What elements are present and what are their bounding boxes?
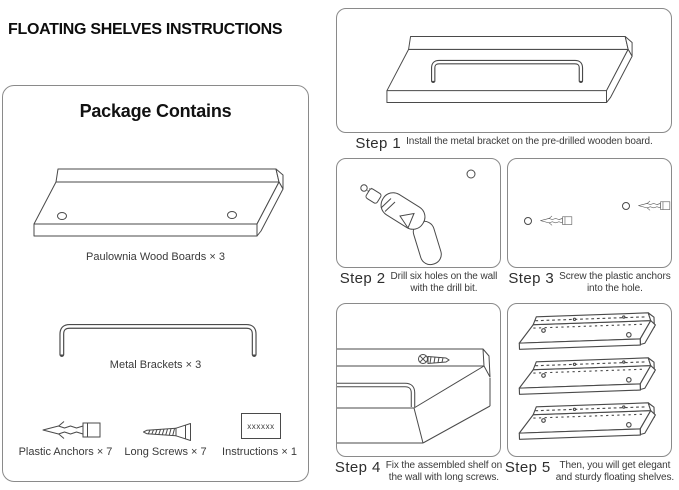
step2-label: Step 2 <box>339 270 386 287</box>
step4-caption <box>331 460 506 484</box>
step3-caption <box>502 271 677 295</box>
step5-label: Step 5 <box>504 459 551 476</box>
anchors-in-wall-illustration <box>508 159 671 267</box>
step4-description: Fix the assembled shelf on the wall with long screws. <box>385 460 503 483</box>
wood-board-illustration <box>29 164 291 246</box>
wall-hole-icon <box>467 170 475 178</box>
metal-bracket-illustration <box>56 321 260 358</box>
instructions-booklet-illustration <box>241 413 281 439</box>
plastic-anchor-icon <box>33 417 103 443</box>
floating-shelf-icon <box>518 403 656 440</box>
floating-shelf-icon <box>518 358 656 395</box>
floating-shelf-icon <box>518 313 656 350</box>
package-contains-heading: Package Contains <box>79 101 232 121</box>
step3-illustration-box <box>507 158 672 268</box>
three-shelves-illustration <box>508 304 671 456</box>
step1-caption <box>336 136 672 151</box>
step5-illustration-box <box>507 303 672 457</box>
shelf-with-bracket-illustration <box>382 31 638 111</box>
step5-caption <box>502 460 677 484</box>
page-title: FLOATING SHELVES INSTRUCTIONS <box>8 21 283 38</box>
wall-hole-icon <box>623 203 630 210</box>
step3-description: Screw the plastic anchors into the hole. <box>559 271 671 294</box>
wall-hole-icon <box>525 218 532 225</box>
step2-description: Drill six holes on the wall with the drill bit. <box>390 271 498 294</box>
step1-illustration-box <box>336 8 672 133</box>
step2-illustration-box <box>336 158 501 268</box>
step5-description: Then, you will get elegant and sturdy floating shelves. <box>555 460 675 483</box>
drill-illustration <box>337 159 500 267</box>
plastic-anchors-label: Plastic Anchors × 7 <box>18 446 113 458</box>
drilled-hole-icon <box>361 185 367 191</box>
step1-label: Step 1 <box>355 135 402 152</box>
long-screw-icon <box>419 355 450 364</box>
long-screws-label: Long Screws × 7 <box>124 446 207 458</box>
shelf-mounting-closeup-illustration <box>337 304 500 456</box>
step4-illustration-box <box>336 303 501 457</box>
wood-board-label: Paulownia Wood Boards × 3 <box>86 251 225 263</box>
instructions-placeholder-text: xxxxxx <box>247 421 275 431</box>
step1-description: Install the metal bracket on the pre-drilled wooden board. <box>406 136 653 147</box>
plastic-anchor-icon <box>541 216 572 225</box>
long-screw-icon <box>139 420 197 444</box>
step2-caption <box>331 271 506 295</box>
step4-label: Step 4 <box>334 459 381 476</box>
drill-body <box>365 188 444 267</box>
step3-label: Step 3 <box>508 270 555 287</box>
metal-bracket-label: Metal Brackets × 3 <box>109 359 202 371</box>
plastic-anchor-icon <box>639 201 670 210</box>
instructions-label: Instructions × 1 <box>222 446 297 458</box>
package-contains-panel <box>2 85 309 482</box>
